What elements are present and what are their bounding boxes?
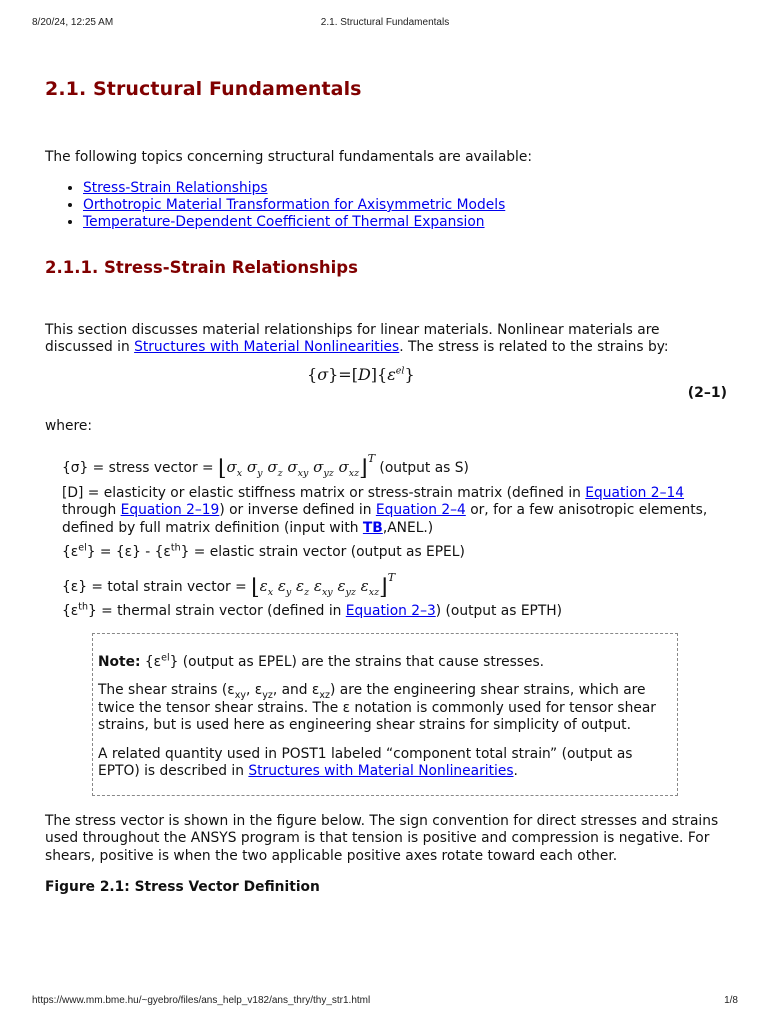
print-title: 2.1. Structural Fundamentals <box>320 17 450 28</box>
topic-link-thermal-expansion[interactable]: Temperature-Dependent Coefficient of Thermal Expansion <box>83 214 485 231</box>
topic-link-orthotropic[interactable]: Orthotropic Material Transformation for Axisymmetric Models <box>83 196 506 213</box>
equation-number: (2–1) <box>687 384 727 401</box>
def-total-strain: {ε} = total strain vector = $⌊\varepsilon_x$ $\varepsilon_y$ $\varepsilon_z$ $\varepsilon_{xy}$ $\varepsilon_{yz}$ $\varepsilon_{xz}⌋^T$ <box>62 570 396 600</box>
list-item <box>83 180 725 197</box>
note-epto: A related quantity used in POST1 labeled “component total strain” (output as EPTO) is described in Structures with Material Nonlinearities. <box>98 745 633 780</box>
note-box <box>92 633 678 796</box>
definitions <box>62 450 725 621</box>
def-d-matrix: [D] = elasticity or elastic stiffness matrix or stress-strain matrix (defined in Equation 2–14 through Equation 2–19) or inverse defined in Equation 2–4 or, for a few anisotropic elements, defined by full matrix definition (input with TB,ANEL.) <box>62 484 708 536</box>
def-elastic-strain: $\{\varepsilon^{el}\} = \{\varepsilon\} - \{\varepsilon^{th}\}$ = elastic strain vector (output as EPEL) <box>62 542 465 561</box>
page-title: 2.1. Structural Fundamentals <box>45 78 362 100</box>
intro-text: The following topics concerning structural fundamentals are available: <box>45 149 533 165</box>
note-line: Note: $\{\varepsilon^{el}\}$ (output as EPEL) are the strains that cause stresses. <box>98 652 545 670</box>
equation-2-3-link[interactable]: Equation 2–3 <box>345 603 436 620</box>
print-url: https://www.mm.bme.hu/~gyebro/files/ans_help_v182/ans_thry/thy_str1.html <box>32 995 371 1006</box>
note-label: Note: <box>98 653 141 670</box>
topic-list <box>45 180 725 232</box>
list-item <box>83 197 725 214</box>
equation-2-19-link[interactable]: Equation 2–19 <box>120 502 220 519</box>
def-stress-vector: {σ} = stress vector = $⌊\sigma_x$ $\sigma_y$ $\sigma_z$ $\sigma_{xy}$ $\sigma_{yz}$ $\sigma_{xz}⌋^T$ (output as S) <box>62 452 469 482</box>
sign-convention-paragraph: The stress vector is shown in the figure below. The sign convention for direct stresses and strains used throughout the ANSYS program is that tension is positive and compression is negative. For shears, positive is when the two applicable positive axes rotate toward each other. <box>45 812 719 864</box>
list-item <box>83 214 725 231</box>
document-body <box>45 78 725 897</box>
equation-2-4-link[interactable]: Equation 2–4 <box>375 502 466 519</box>
print-page-number: 1/8 <box>724 995 738 1006</box>
section-paragraph: This section discusses material relationships for linear materials. Nonlinear materials are discussed in Structures with Material Nonlinearities. The stress is related to the strains by: <box>45 321 669 356</box>
print-footer <box>32 995 738 1006</box>
nonlinear-link-note[interactable]: Structures with Material Nonlinearities <box>248 763 514 780</box>
nonlinear-link[interactable]: Structures with Material Nonlinearities <box>134 339 400 356</box>
section-heading: 2.1.1. Stress-Strain Relationships <box>45 257 358 277</box>
print-datetime: 8/20/24, 12:25 AM <box>32 17 114 28</box>
print-header <box>32 17 738 28</box>
tb-command-link[interactable]: TB <box>362 519 383 536</box>
topic-link-stress-strain[interactable]: Stress-Strain Relationships <box>83 179 268 196</box>
equation-2-1 <box>45 365 725 409</box>
figure-title: Figure 2.1: Stress Vector Definition <box>45 879 320 896</box>
equation-formula: $\{\sigma\}=[D]\{\varepsilon^{el}\}$ <box>307 364 415 384</box>
equation-2-14-link[interactable]: Equation 2–14 <box>585 484 685 501</box>
where-label: where: <box>45 417 93 434</box>
note-shear-strains: The shear strains ($\varepsilon_{xy}$, $\varepsilon_{yz}$, and $\varepsilon_{xz}$) are the engineering shear strains, which are twice the tensor shear strains. The ε notation is commonly used for tensor shear strains, but is used here as engineering shear strains for simplicity of output. <box>98 682 656 734</box>
def-thermal-strain: $\{\varepsilon^{th}\}$ = thermal strain vector (defined in Equation 2–3) (output as EPTH) <box>62 601 563 620</box>
